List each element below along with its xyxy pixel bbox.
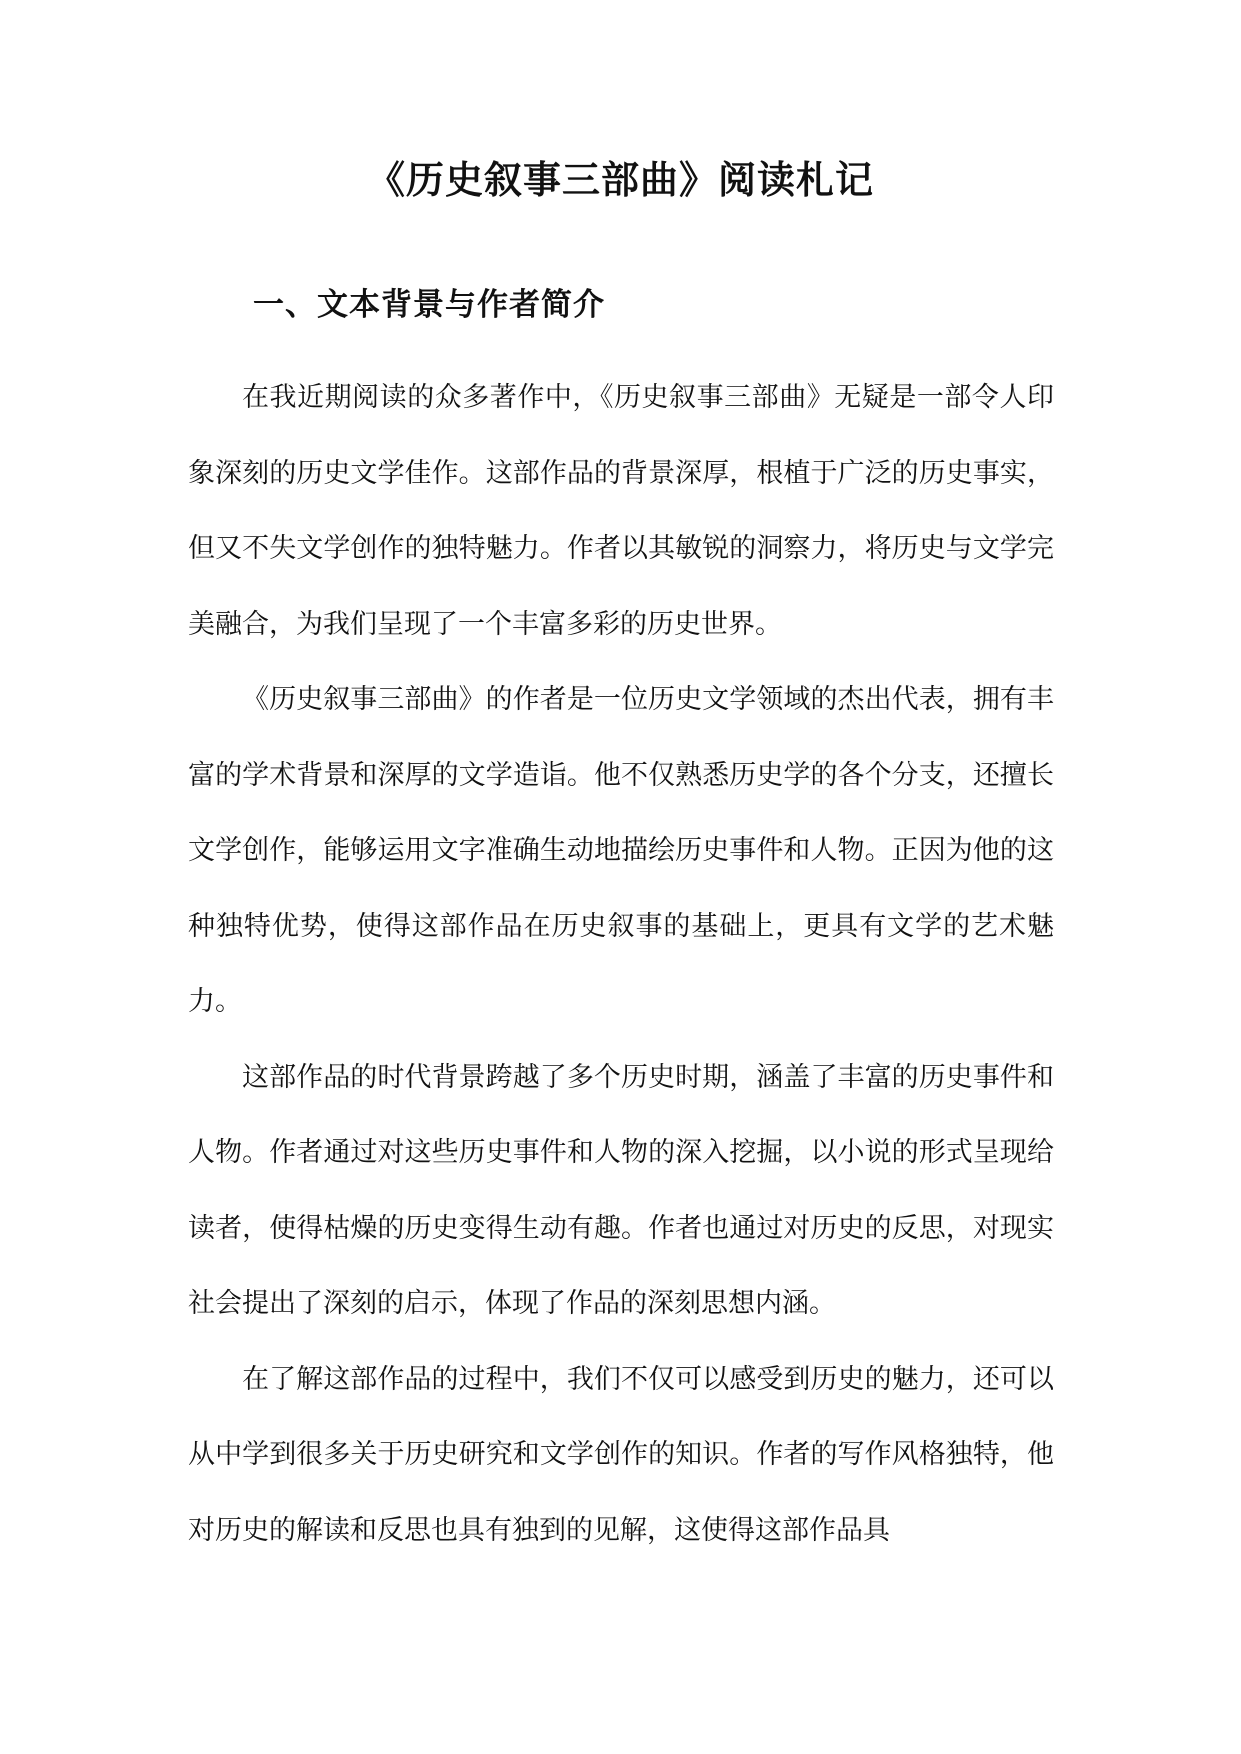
- paragraph: 在了解这部作品的过程中，我们不仅可以感受到历史的魅力，还可以从中学到很多关于历史研究和文学创作的知识。作者的写作风格独特，他对历史的解读和反思也具有独到的见解，这使得这部作品具: [188, 1363, 1054, 1546]
- document-title: 《历史叙事三部曲》阅读札记: [366, 157, 874, 202]
- paragraph: 《历史叙事三部曲》的作者是一位历史文学领域的杰出代表，拥有丰富的学术背景和深厚的文学造诣。他不仅熟悉历史学的各个分支，还擅长文学创作，能够运用文字准确生动地描绘历史事件和人物。正因为他的这种独特优势，使得这部作品在历史叙事的基础上，更具有文学的艺术魅力。: [188, 684, 1054, 1017]
- section-heading: 一、文本背景与作者简介: [253, 287, 605, 323]
- section-body: [188, 360, 1054, 1568]
- paragraph: 这部作品的时代背景跨越了多个历史时期，涵盖了丰富的历史事件和人物。作者通过对这些历史事件和人物的深入挖掘，以小说的形式呈现给读者，使得枯燥的历史变得生动有趣。作者也通过对历史的反思，对现实社会提出了深刻的启示，体现了作品的深刻思想内涵。: [188, 1061, 1054, 1319]
- paragraph: 在我近期阅读的众多著作中，《历史叙事三部曲》无疑是一部令人印象深刻的历史文学佳作。这部作品的背景深厚，根植于广泛的历史事实，但又不失文学创作的独特魅力。作者以其敏锐的洞察力，将历史与文学完美融合，为我们呈现了一个丰富多彩的历史世界。: [188, 382, 1054, 640]
